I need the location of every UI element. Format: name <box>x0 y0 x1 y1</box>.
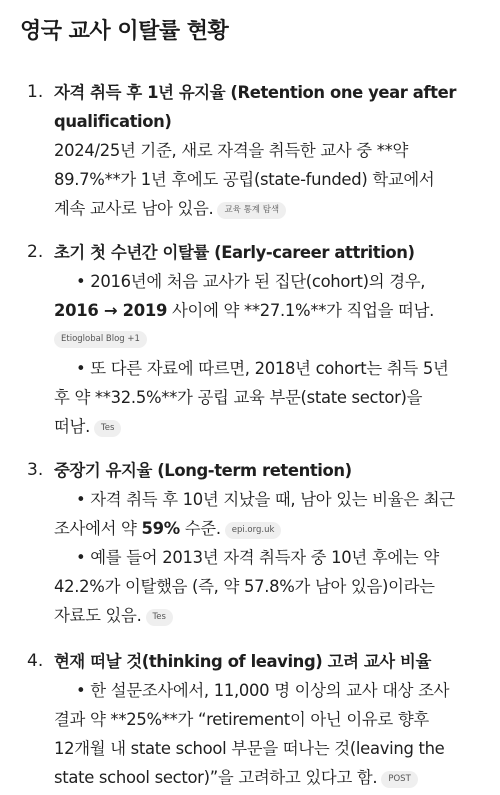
section-1 <box>27 78 489 223</box>
bullet-line <box>54 354 489 383</box>
paragraph-line: 2024/25년 기준, 새로 자격을 취득한 교사 중 **약 <box>54 141 409 160</box>
section-number: 1. <box>27 82 44 102</box>
bullet-line <box>54 485 489 514</box>
bullet-line <box>54 601 489 630</box>
bullet-text: • 예를 들어 2013년 자격 취득자 중 10년 후에는 약 <box>76 548 439 567</box>
bullet-line <box>54 543 489 572</box>
bullet-text: 떠남. <box>54 417 90 436</box>
source-chip[interactable]: Tes <box>146 609 173 626</box>
bullet-line: 42.2%가 이탈했음 (즉, 약 57.8%가 남아 있음)이라는 <box>54 577 435 596</box>
paragraph-line <box>54 194 489 223</box>
bullet-line <box>54 412 489 441</box>
bullet-line: 후 약 **32.5%**가 공립 교육 부문(state sector)을 <box>54 388 423 407</box>
bullet-line <box>54 267 489 296</box>
paragraph-text: 계속 교사로 남아 있음. <box>54 199 214 218</box>
page-title: 영국 교사 이탈률 현황 <box>20 19 229 44</box>
section-heading: 초기 첫 수년간 이탈률 (Early-career attrition) <box>54 243 415 262</box>
bullet-text: • 또 다른 자료에 따르면, 2018년 cohort는 취득 5년 <box>76 359 449 378</box>
bullet-line: 결과 약 **25%**가 “retirement이 아닌 이유로 향후 <box>54 710 429 729</box>
bullet-text: 자료도 있음. <box>54 606 142 625</box>
source-chip[interactable]: POST <box>381 771 417 788</box>
bullet-text: • 2016년에 처음 교사가 된 집단(cohort)의 경우, <box>76 272 426 291</box>
bullet-line <box>54 676 489 705</box>
bold-text: 2016 → 2019 <box>54 301 168 320</box>
bullet-line <box>54 763 489 792</box>
bullet-line <box>54 514 489 543</box>
bullet-text: 수준. <box>179 519 221 538</box>
section-2 <box>27 238 489 441</box>
section-3 <box>27 456 489 630</box>
bullet-text: 사이에 약 **27.1%**가 직업을 떠남. <box>167 301 435 320</box>
bullet-line <box>54 296 489 325</box>
source-chip[interactable]: Etioglobal Blog +1 <box>54 331 147 348</box>
section-heading: 현재 떠날 것(thinking of leaving) 고려 교사 비율 <box>54 652 431 671</box>
section-heading: 자격 취득 후 1년 유지율 (Retention one year after <box>54 83 457 102</box>
bullet-text: state school sector)”을 고려하고 있다고 함. <box>54 768 378 787</box>
bold-text: 59% <box>141 519 180 538</box>
section-number: 3. <box>27 460 44 480</box>
source-chip[interactable]: 교육 통계 탐색 <box>217 202 286 219</box>
bullet-text: 조사에서 약 <box>54 519 142 538</box>
paragraph-line: 89.7%**가 1년 후에도 공립(state-funded) 학교에서 <box>54 170 435 189</box>
section-heading: 중장기 유지율 (Long-term retention) <box>54 461 352 480</box>
source-chip[interactable]: epi.org.uk <box>225 522 282 539</box>
chip-row <box>54 325 489 354</box>
section-number: 4. <box>27 651 44 671</box>
section-4 <box>27 647 489 792</box>
bullet-line: 12개월 내 state school 부문을 떠나는 것(leaving the <box>54 739 445 758</box>
bullet-text: • 한 설문조사에서, 11,000 명 이상의 교사 대상 조사 <box>76 681 450 700</box>
section-heading-cont: qualification) <box>54 112 172 131</box>
bullet-text: • 자격 취득 후 10년 지났을 때, 남아 있는 비율은 최근 <box>76 490 455 509</box>
source-chip[interactable]: Tes <box>94 420 121 437</box>
section-number: 2. <box>27 242 44 262</box>
